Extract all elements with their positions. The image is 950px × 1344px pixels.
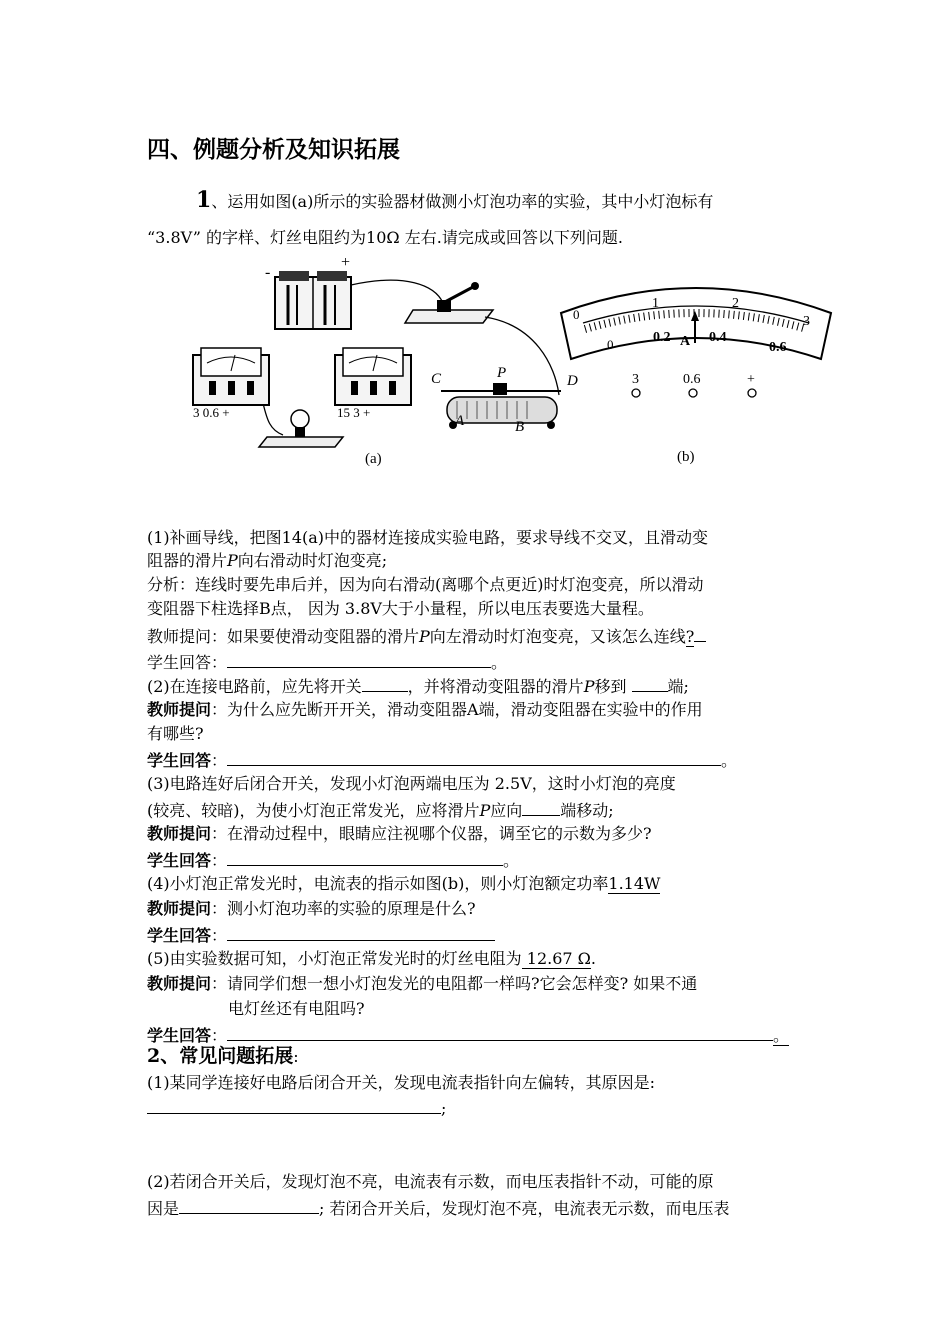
teacher-question-label: 教师提问 xyxy=(147,899,212,918)
text: 端移动; xyxy=(560,801,614,820)
text: ：为什么应先断开开关，滑动变阻器A端，滑动变阻器在实验中的作用 xyxy=(211,700,703,719)
line-p4 xyxy=(147,651,507,673)
dial-unit: A xyxy=(680,334,691,349)
voltmeter-icon xyxy=(335,348,411,405)
section-2-heading xyxy=(147,1046,299,1067)
line-p12 xyxy=(147,899,476,919)
answer-blank xyxy=(227,849,503,866)
answer-blank xyxy=(632,675,668,692)
text: ： xyxy=(211,851,228,870)
question-mark: ? xyxy=(685,627,695,646)
answer-blank xyxy=(227,1024,773,1041)
text: . xyxy=(590,949,597,968)
wire-ammeter-bulb xyxy=(263,403,283,435)
line-p2a: 分析：连线时要先串后并，因为向右滑动(离哪个点更近)时灯泡变亮，所以滑动 xyxy=(147,575,704,594)
text: ： xyxy=(211,926,228,945)
caption-b: (b) xyxy=(677,449,695,465)
rheostat-label-d: D xyxy=(567,373,578,389)
student-answer-label: 学生回答 xyxy=(147,751,212,770)
line-p10 xyxy=(147,849,519,871)
text: ：在滑动过程中，眼睛应注视哪个仪器，调至它的示数为多少? xyxy=(211,824,652,843)
rheostat-label-a: A xyxy=(455,413,465,429)
line-p6b: 有哪些? xyxy=(147,724,204,743)
line-p15 xyxy=(147,974,697,994)
var-p: P xyxy=(583,677,595,696)
student-answer-label: 学生回答 xyxy=(147,926,212,945)
ammeter-terminals-label: 3 0.6 + xyxy=(193,405,230,420)
switch-icon xyxy=(405,282,493,323)
text: 阻器的滑片 xyxy=(147,551,228,570)
line-p20 xyxy=(147,1197,730,1219)
dial-top-3: 3 xyxy=(803,314,810,329)
rheostat-label-p: P xyxy=(497,365,507,381)
text: 应向 xyxy=(490,801,523,820)
answer-blank xyxy=(694,625,706,642)
line-p5 xyxy=(147,675,689,697)
text: 。 xyxy=(503,851,520,870)
text: 。 xyxy=(491,653,508,672)
question-1-number: 1 xyxy=(196,187,212,213)
rheostat-label-b: B xyxy=(515,419,525,435)
line-p3 xyxy=(147,625,706,647)
line-p13 xyxy=(147,924,495,946)
battery-minus-label: - xyxy=(265,264,271,281)
line-p17: (1)某同学连接好电路后闭合开关，发现电流表指针向左偏转，其原因是: xyxy=(147,1073,656,1092)
line-p16 xyxy=(147,1024,789,1046)
terminal-0.6-icon xyxy=(689,389,697,397)
answer-resistance: 12.67 Ω xyxy=(521,949,591,968)
answer-blank xyxy=(227,651,491,668)
caption-a: (a) xyxy=(365,451,382,467)
dial-top-2: 2 xyxy=(732,296,739,311)
text: : xyxy=(293,1047,299,1066)
voltmeter-terminals-label: 15 3 + xyxy=(337,405,371,420)
section-2-title: 2、常见问题拓展 xyxy=(147,1045,294,1067)
teacher-question-label: 教师提问 xyxy=(147,700,212,719)
var-p: P xyxy=(419,627,430,646)
var-p: P xyxy=(227,551,238,570)
line-p18 xyxy=(147,1097,446,1119)
rheostat-label-c: C xyxy=(431,371,442,387)
question-1-line-1 xyxy=(196,187,714,213)
text: 因是 xyxy=(147,1199,180,1218)
question-1-text: 、运用如图(a)所示的实验器材做测小灯泡功率的实验，其中小灯泡标有 xyxy=(211,192,714,211)
text: ： xyxy=(211,1026,228,1045)
answer-blank xyxy=(147,1097,441,1114)
teacher-question-label: 教师提问 xyxy=(147,824,212,843)
text: 教师提问：如果要使滑动变阻器的滑片 xyxy=(147,627,420,646)
answer-blank xyxy=(227,924,495,941)
answer-blank xyxy=(227,749,721,766)
text: (2)在连接电路前，应先将开关 xyxy=(147,677,362,696)
teacher-question-label: 教师提问 xyxy=(147,974,212,993)
text: ; xyxy=(441,1099,447,1118)
text: ： xyxy=(211,751,228,770)
text: 向右滑动时灯泡变亮; xyxy=(237,551,388,570)
wire-battery-switch xyxy=(351,280,443,303)
battery-plus-label: + xyxy=(341,255,351,271)
text: (5)由实验数据可知，小灯泡正常发光时的灯丝电阻为 xyxy=(147,949,522,968)
dial-top-1: 1 xyxy=(652,296,659,311)
text: 移到 xyxy=(594,677,632,696)
meter-terminal-0.6: 0.6 xyxy=(683,372,701,387)
ammeter-icon xyxy=(193,348,269,405)
text: ; 若闭合开关后，发现灯泡不亮，电流表无示数，而电压表 xyxy=(319,1199,730,1218)
text: ：请同学们想一想小灯泡发光的电阻都一样吗?它会怎样变? 如果不通 xyxy=(211,974,698,993)
line-p11 xyxy=(147,874,660,894)
line-p1b xyxy=(147,551,387,571)
answer-blank xyxy=(179,1197,319,1214)
text: 。 xyxy=(721,751,738,770)
answer-blank xyxy=(522,799,560,816)
meter-terminal-3: 3 xyxy=(632,372,639,387)
battery-icon xyxy=(275,271,351,329)
answer-blank xyxy=(362,675,408,692)
line-p15b: 电灯丝还有电阻吗? xyxy=(228,999,365,1018)
text: 端; xyxy=(667,677,689,696)
dial-top-0: 0 xyxy=(573,307,580,322)
text: (较亮、较暗)，为使小灯泡正常发光，应将滑片 xyxy=(147,801,480,820)
answer-power: 1.14W xyxy=(608,874,661,893)
dial-bottom-3: 0.6 xyxy=(769,340,787,355)
bulb-icon xyxy=(259,410,343,447)
terminal-3-icon xyxy=(632,389,640,397)
text: (4)小灯泡正常发光时，电流表的指示如图(b)，则小灯泡额定功率 xyxy=(147,874,609,893)
line-p1a: (1)补画导线，把图14(a)中的器材连接成实验电路，要求导线不交叉，且滑动变 xyxy=(147,528,709,547)
dial-bottom-2: 0.4 xyxy=(709,330,727,345)
text: 向左滑动时灯泡变亮，又该怎么连线 xyxy=(429,627,686,646)
line-p8a: (3)电路连好后闭合开关，发现小灯泡两端电压为 2.5V，这时小灯泡的亮度 xyxy=(147,774,676,793)
meter-terminal-plus: + xyxy=(747,372,755,387)
student-answer-label: 学生回答 xyxy=(147,1026,212,1045)
dial-bottom-0: 0 xyxy=(607,337,614,352)
line-p9 xyxy=(147,824,652,844)
line-p6 xyxy=(147,700,703,720)
section-heading: 四、例题分析及知识拓展 xyxy=(147,136,400,163)
line-p19: (2)若闭合开关后，发现灯泡不亮，电流表有示数，而电压表指针不动，可能的原 xyxy=(147,1172,714,1191)
student-answer-label: 学生回答 xyxy=(147,851,212,870)
question-1-line-2: “3.8V” 的字样、灯丝电阻约为10Ω 左右.请完成或回答以下列问题. xyxy=(147,228,623,247)
line-p7 xyxy=(147,749,737,771)
text: ：测小灯泡功率的实验的原理是什么? xyxy=(211,899,476,918)
line-p2b: 变阻器下柱选择B点， 因为 3.8V大于小量程，所以电压表要选大量程。 xyxy=(147,599,654,618)
student-answer-label: 学生回答： xyxy=(147,653,228,672)
terminal-plus-icon xyxy=(748,389,756,397)
text: 。 xyxy=(773,1026,790,1045)
ammeter-dial-icon xyxy=(561,288,831,359)
dial-bottom-1: 0.2 xyxy=(653,330,671,345)
text: ，并将滑动变阻器的滑片 xyxy=(407,677,584,696)
var-p: P xyxy=(479,801,491,820)
experiment-figure xyxy=(175,255,840,475)
line-p8b xyxy=(147,799,614,821)
line-p14 xyxy=(147,949,596,969)
